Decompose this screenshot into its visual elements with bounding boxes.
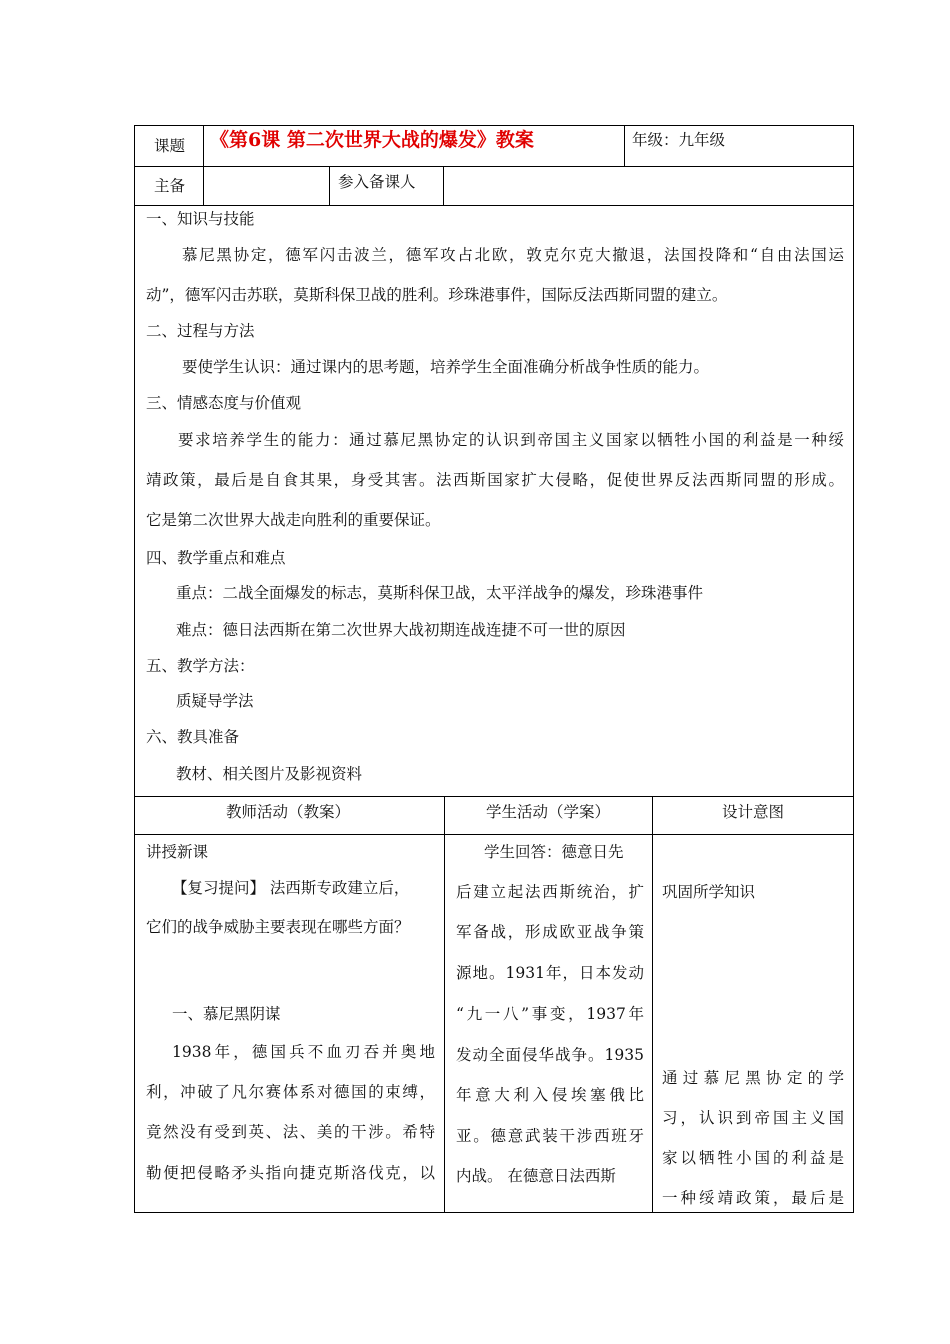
table-rule	[652, 796, 653, 1213]
page-title: 《第6课 第二次世界大战的爆发》教案	[210, 129, 534, 151]
paragraph-line: 慕尼黑协定，德军闪击波兰，德军攻占北欧，敦克尔克大撤退，法国投降和“自由法国运	[182, 246, 844, 264]
grade-label: 年级：九年级	[632, 131, 726, 149]
paragraph-line: 靖政策，最后是自食其果，身受其害。法西斯国家扩大侵略，促使世界反法西斯同盟的形成。	[146, 471, 844, 489]
prep-label: 主备	[154, 177, 186, 195]
table-rule	[443, 166, 444, 206]
section-heading: 六、教具准备	[146, 728, 240, 746]
student-line: 后建立起法西斯统治，扩	[456, 883, 644, 901]
paragraph-line: 质疑导学法	[176, 692, 254, 710]
teacher-line: 1938年，德国兵不血刃吞并奥地	[172, 1043, 435, 1061]
student-line: 年意大利入侵埃塞俄比	[456, 1086, 644, 1104]
design-line: 家以牺牲小国的利益是	[662, 1149, 844, 1167]
student-line: 学生回答：德意日先	[484, 843, 624, 861]
teacher-line: 讲授新课	[146, 843, 209, 861]
section-heading: 一、知识与技能	[146, 210, 255, 228]
column-header-student: 学生活动（学案）	[486, 803, 611, 821]
student-line: 亚。德意武装干涉西班牙	[456, 1127, 644, 1145]
teacher-line: 竟然没有受到英、法、美的干涉。希特	[146, 1123, 435, 1141]
table-rule	[203, 125, 204, 206]
paragraph-line: 教材、相关图片及影视资料	[176, 765, 363, 783]
student-line: 军备战，形成欧亚战争策	[456, 923, 644, 941]
teacher-line: 它们的战争威胁主要表现在哪些方面？	[146, 918, 410, 936]
table-rule	[329, 166, 330, 206]
teacher-line: 勒便把侵略矛头指向捷克斯洛伐克，以	[146, 1164, 435, 1182]
participants-label: 参入备课人	[338, 173, 416, 191]
teacher-line: 利，冲破了凡尔赛体系对德国的束缚，	[146, 1083, 435, 1101]
table-rule	[444, 796, 445, 1213]
section-heading: 四、教学重点和难点	[146, 549, 286, 567]
student-line: 内战。 在德意日法西斯	[456, 1167, 616, 1185]
table-rule	[134, 205, 854, 206]
student-line: “九一八”事变，1937年	[456, 1005, 644, 1023]
table-border-bottom	[134, 1212, 854, 1213]
difficult-point: 难点：德日法西斯在第二次世界大战初期连战连捷不可一世的原因	[176, 621, 626, 639]
column-header-teacher: 教师活动（教案）	[226, 803, 351, 821]
student-line: 发动全面侵华战争。1935	[456, 1046, 644, 1064]
section-heading: 五、教学方法：	[146, 657, 255, 675]
paragraph-line: 要使学生认识：通过课内的思考题，培养学生全面准确分析战争性质的能力。	[182, 358, 710, 376]
paragraph-line: 要求培养学生的能力：通过慕尼黑协定的认识到帝国主义国家以牺牲小国的利益是一种绥	[178, 431, 844, 449]
student-line: 源地。1931年，日本发动	[456, 964, 644, 982]
paragraph-line: 动”，德军闪击苏联，莫斯科保卫战的胜利。珍珠港事件，国际反法西斯同盟的建立。	[146, 286, 728, 304]
paragraph-line: 它是第二次世界大战走向胜利的重要保证。	[146, 511, 441, 529]
lesson-label: 课题	[154, 137, 186, 155]
column-header-design: 设计意图	[722, 803, 785, 821]
section-heading: 二、过程与方法	[146, 322, 255, 340]
design-line: 一种绥靖政策，最后是	[662, 1189, 844, 1207]
key-point: 重点：二战全面爆发的标志，莫斯科保卫战，太平洋战争的爆发，珍珠港事件	[176, 584, 704, 602]
table-rule	[134, 796, 854, 797]
design-line: 巩固所学知识	[662, 883, 756, 901]
design-line: 习，认识到帝国主义国	[662, 1109, 844, 1127]
section-heading: 三、情感态度与价值观	[146, 394, 302, 412]
teacher-line: 【复习提问】 法西斯专政建立后，	[172, 879, 410, 897]
table-rule	[134, 166, 854, 167]
table-border-top	[134, 125, 854, 126]
table-border-left	[134, 125, 135, 1213]
table-rule	[134, 834, 854, 835]
table-border-right	[853, 125, 854, 1213]
table-rule	[624, 125, 625, 167]
teacher-line: 一、慕尼黑阴谋	[172, 1005, 281, 1023]
design-line: 通过慕尼黑协定的学	[662, 1069, 844, 1087]
